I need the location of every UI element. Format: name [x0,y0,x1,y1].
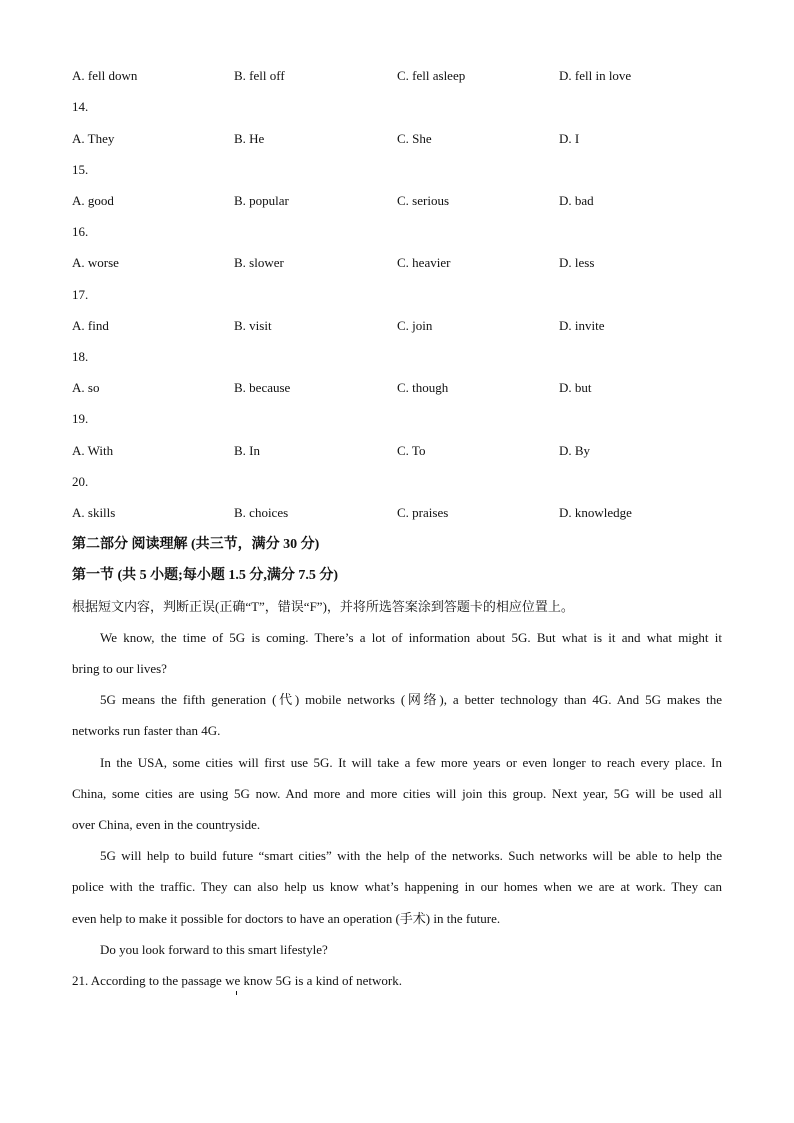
option-row-15 [72,191,732,211]
question-number-15: 15. [72,162,89,177]
passage-line: over China, even in the countryside. [72,817,261,832]
option-b: B. popular [234,193,289,208]
option-a: A. good [72,193,114,208]
option-c: C. To [397,443,426,458]
option-a: A. They [72,131,115,146]
comma-mark [236,991,237,995]
question-number-17: 17. [72,287,89,302]
passage-line: 5G will help to build future “smart cities” with the help of the networks. Such networks will be able to help the [100,848,722,863]
option-d: D. bad [559,193,594,208]
option-row-20 [72,503,732,523]
passage-line: In the USA, some cities will first use 5G. It will take a few more years or even longer to reach every place. In [100,755,722,770]
subsection-title: 第一节 (共 5 小题;每小题 1.5 分,满分 7.5 分) [72,568,338,583]
option-b: B. In [234,443,260,458]
option-b: B. He [234,131,265,146]
option-row-18 [72,378,732,398]
passage-line: police with the traffic. They can also help us know what’s happening in our homes when we are at work. They can [72,879,722,894]
option-d: D. fell in love [559,68,632,83]
option-a: A. worse [72,255,119,270]
option-c: C. though [397,380,449,395]
passage-line: Do you look forward to this smart lifestyle? [100,942,328,957]
question-number-20: 20. [72,474,89,489]
question-number-14: 14. [72,99,89,114]
option-b: B. choices [234,505,289,520]
passage-line: China, some cities are using 5G now. And more and more cities will join this group. Next year, 5G will be used all [72,786,722,801]
option-a: A. With [72,443,114,458]
option-d: D. but [559,380,592,395]
instruction-text: 根据短文内容，判断正误(正确“T”，错误“F”)，并将所选答案涂到答题卡的相应位置上。 [72,599,574,614]
option-c: C. praises [397,505,449,520]
option-row-17 [72,316,732,336]
option-b: B. slower [234,255,284,270]
option-d: D. By [559,443,591,458]
question-number-16: 16. [72,224,89,239]
option-d: D. knowledge [559,505,632,520]
passage-line: even help to make it possible for doctors to have an operation (手术) in the future. [72,911,501,926]
option-row-16 [72,253,732,273]
option-c: C. She [397,131,432,146]
option-c: C. fell asleep [397,68,466,83]
option-b: B. because [234,380,291,395]
option-c: C. serious [397,193,449,208]
passage-line: bring to our lives? [72,661,167,676]
section-title: 第二部分 阅读理解 (共三节，满分 30 分) [72,537,320,552]
option-d: D. I [559,131,580,146]
option-a: A. so [72,380,100,395]
option-c: C. heavier [397,255,451,270]
option-a: A. skills [72,505,116,520]
option-c: C. join [397,318,433,333]
question-21: 21. According to the passage we know 5G is a kind of network. [72,973,402,988]
option-d: D. less [559,255,595,270]
option-row-14 [72,129,732,149]
option-b: B. fell off [234,68,285,83]
passage-line: networks run faster than 4G. [72,723,221,738]
option-row-19 [72,441,732,461]
question-number-18: 18. [72,349,89,364]
passage-line: We know, the time of 5G is coming. There’s a lot of information about 5G. But what is it and what might it [100,630,722,645]
passage-line: 5G means the fifth generation (代) mobile networks (网络), a better technology than 4G. And 5G makes the [100,692,722,707]
option-d: D. invite [559,318,605,333]
question-number-19: 19. [72,411,89,426]
option-b: B. visit [234,318,272,333]
option-row-13 [72,66,732,86]
option-a: A. fell down [72,68,138,83]
option-a: A. find [72,318,109,333]
